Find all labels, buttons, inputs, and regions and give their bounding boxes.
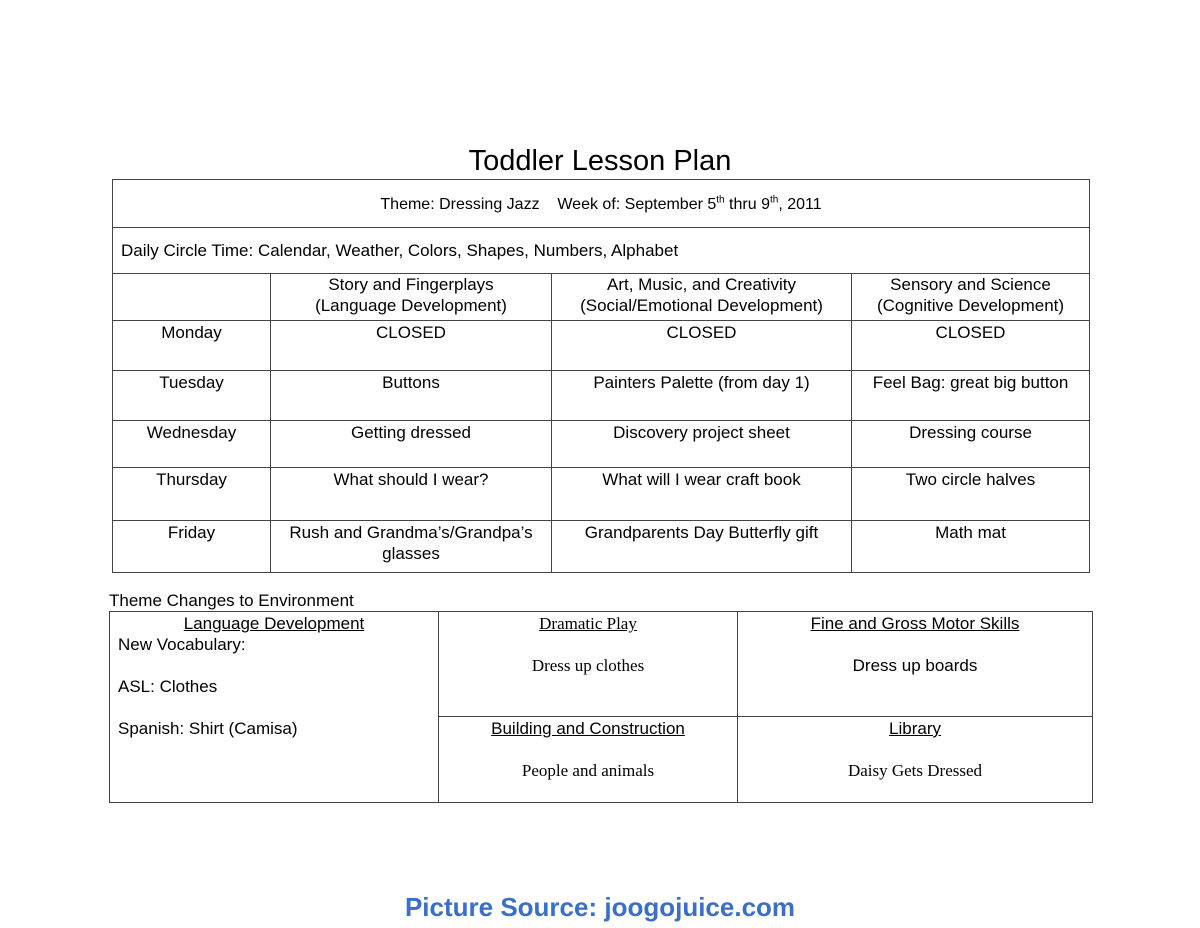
sensory-cell: Dressing course (852, 421, 1090, 468)
art-cell: Discovery project sheet (552, 421, 852, 468)
art-cell: What will I wear craft book (552, 468, 852, 521)
day-label: Wednesday (113, 421, 271, 468)
dramatic-text: Dress up clothes (531, 656, 645, 675)
story-cell: Buttons (271, 371, 552, 421)
header-empty-cell (113, 274, 271, 321)
motor-cell (738, 612, 1093, 717)
header-sensory: Sensory and Science (Cognitive Development) (852, 274, 1090, 321)
day-label: Thursday (113, 468, 271, 521)
sensory-cell: Feel Bag: great big button (852, 371, 1090, 421)
spanish-line: Spanish: Shirt (Camisa) (118, 719, 298, 738)
library-heading: Library (889, 719, 941, 738)
circle-time-row: Daily Circle Time: Calendar, Weather, Colors, Shapes, Numbers, Alphabet (113, 228, 1090, 274)
day-row-tuesday (113, 371, 1090, 421)
dramatic-heading: Dramatic Play (539, 614, 637, 633)
lesson-plan-table (112, 179, 1090, 573)
sensory-cell: Two circle halves (852, 468, 1090, 521)
day-label: Tuesday (113, 371, 271, 421)
day-row-wednesday (113, 421, 1090, 468)
environment-title: Theme Changes to Environment (109, 591, 354, 610)
motor-heading: Fine and Gross Motor Skills (810, 614, 1020, 633)
library-cell (738, 717, 1093, 803)
theme-row (113, 180, 1090, 228)
header-story: Story and Fingerplays (Language Development) (271, 274, 552, 321)
story-cell: Getting dressed (271, 421, 552, 468)
day-label: Monday (113, 321, 271, 371)
art-cell: CLOSED (552, 321, 852, 371)
story-cell: Rush and Grandma’s/Grandpa’s glasses (271, 521, 552, 573)
art-cell: Grandparents Day Butterfly gift (552, 521, 852, 573)
day-row-friday (113, 521, 1090, 573)
vocab-line: New Vocabulary: (118, 635, 246, 654)
dramatic-cell (439, 612, 738, 717)
page-title: Toddler Lesson Plan (468, 145, 732, 177)
motor-text: Dress up boards (852, 656, 978, 675)
theme-label: Theme: Dressing Jazz (380, 196, 540, 213)
language-cell (110, 612, 439, 803)
art-cell: Painters Palette (from day 1) (552, 371, 852, 421)
day-label: Friday (113, 521, 271, 573)
environment-table (109, 611, 1093, 803)
language-heading: Language Development (183, 614, 365, 633)
week-range: Week of: September 5th thru 9th, 2011 (557, 194, 822, 213)
sensory-cell: CLOSED (852, 321, 1090, 371)
building-heading: Building and Construction (491, 719, 685, 738)
story-cell: What should I wear? (271, 468, 552, 521)
story-cell: CLOSED (271, 321, 552, 371)
day-row-monday (113, 321, 1090, 371)
library-text: Daisy Gets Dressed (847, 761, 983, 780)
sensory-cell: Math mat (852, 521, 1090, 573)
day-row-thursday (113, 468, 1090, 521)
building-text: People and animals (521, 761, 655, 780)
picture-source-watermark: Picture Source: joogojuice.com (404, 892, 796, 922)
header-art: Art, Music, and Creativity (Social/Emotional Development) (552, 274, 852, 321)
asl-line: ASL: Clothes (118, 677, 218, 696)
building-cell (439, 717, 738, 803)
